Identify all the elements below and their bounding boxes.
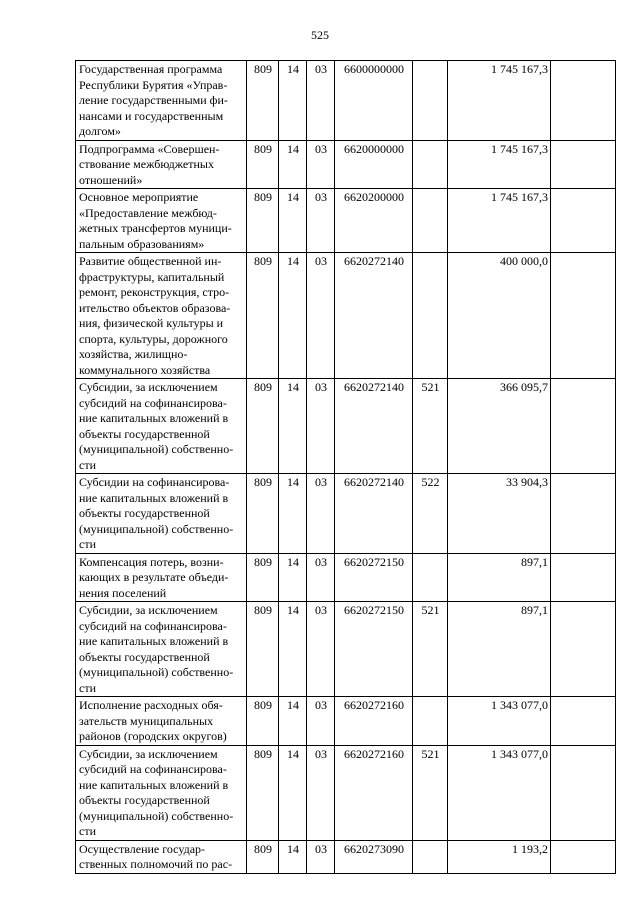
table-row [76,745,616,840]
grbs-cell: 809 [247,61,279,141]
empty-cell [551,140,616,189]
empty-cell [551,840,616,873]
target-article-cell: 6620272140 [335,253,413,379]
grbs-cell: 809 [247,553,279,602]
empty-cell [551,189,616,253]
table-row [76,553,616,602]
item-name-cell [76,602,247,697]
empty-cell [551,474,616,554]
amount-cell: 400 000,0 [448,253,551,379]
item-name-cell [76,840,247,873]
item-name-line: спорта, культуры, дорожного [79,331,228,346]
expense-type-cell [413,253,448,379]
item-name-line: Компенсация потерь, возни- [79,554,224,569]
item-name-cell [76,697,247,746]
expense-type-cell [413,697,448,746]
grbs-cell: 809 [247,140,279,189]
grbs-cell: 809 [247,379,279,474]
target-article-cell: 6620273090 [335,840,413,873]
item-name-line: нансами и государственным [79,108,224,123]
subsection-cell: 03 [307,140,335,189]
amount-cell: 1 745 167,3 [448,189,551,253]
section-cell: 14 [279,602,307,697]
item-name-line: Государственная программа [79,62,223,76]
item-name-cell [76,745,247,840]
section-cell: 14 [279,61,307,141]
item-name-line: объекты государственной [79,506,210,520]
page-number: 525 [311,28,329,42]
item-name-line: ние капитальных вложений в [79,777,229,792]
subsection-cell: 03 [307,253,335,379]
budget-table [75,60,616,874]
section-cell: 14 [279,140,307,189]
table-row [76,379,616,474]
item-name-line: объекты государственной [79,649,210,664]
table-row [76,61,616,141]
table-row [76,189,616,253]
item-name-line: Субсидии, за исключением [79,746,218,761]
item-name-line: ния, физической культуры и [79,316,224,330]
grbs-cell: 809 [247,697,279,746]
subsection-cell: 03 [307,61,335,141]
empty-cell [551,61,616,141]
table-row [76,840,616,873]
item-name-line: «Предоставление межбюд- [79,205,217,220]
item-name-cell [76,140,247,189]
target-article-cell: 6620272140 [335,379,413,474]
item-name-line: сти [79,457,96,472]
table-row [76,697,616,746]
item-name-line: Субсидии, за исключением [79,603,218,617]
expense-type-cell [413,840,448,873]
item-name-line: Развитие общественной ин- [79,254,222,268]
item-name-cell [76,474,247,554]
item-name-line: Основное мероприятие [79,190,199,204]
table-row [76,602,616,697]
item-name-line: хозяйства, жилищно- [79,347,188,361]
budget-table-body [76,61,616,874]
grbs-cell: 809 [247,840,279,873]
item-name-line: коммунального хозяйства [79,362,211,377]
target-article-cell: 6620272160 [335,745,413,840]
item-name-line: (муниципальной) собственно- [79,808,234,823]
empty-cell [551,553,616,602]
table-row [76,253,616,379]
subsection-cell: 03 [307,697,335,746]
item-name-cell [76,379,247,474]
item-name-line: ительство объектов образова- [79,300,231,315]
item-name-line: долгом» [79,124,121,138]
grbs-cell: 809 [247,189,279,253]
subsection-cell: 03 [307,553,335,602]
item-name-line: отношений» [79,172,143,187]
expense-type-cell: 521 [413,379,448,474]
item-name-line: ние капитальных вложений в [79,411,229,425]
item-name-line: ние капитальных вложений в [79,490,229,505]
section-cell: 14 [279,474,307,554]
item-name-line: фраструктуры, капитальный [79,269,225,284]
item-name-line: кающих в результате объеди- [79,570,229,584]
section-cell: 14 [279,379,307,474]
item-name-cell [76,253,247,379]
target-article-cell: 6620272150 [335,553,413,602]
expense-type-cell: 521 [413,602,448,697]
amount-cell: 1 193,2 [448,840,551,873]
item-name-line: пальным образованиям» [79,236,205,251]
item-name-line: сти [79,824,96,838]
subsection-cell: 03 [307,745,335,840]
item-name-line: (муниципальной) собственно- [79,521,234,536]
empty-cell [551,745,616,840]
amount-cell: 1 343 077,0 [448,697,551,746]
empty-cell [551,697,616,746]
item-name-line: Субсидии, за исключением [79,380,218,394]
item-name-line: ремонт, реконструкция, стро- [79,285,230,299]
item-name-line: субсидий на софинансирова- [79,762,227,776]
empty-cell [551,253,616,379]
grbs-cell: 809 [247,474,279,554]
target-article-cell: 6620200000 [335,189,413,253]
target-article-cell: 6620000000 [335,140,413,189]
target-article-cell: 6620272140 [335,474,413,554]
target-article-cell: 6620272150 [335,602,413,697]
grbs-cell: 809 [247,602,279,697]
empty-cell [551,602,616,697]
expense-type-cell [413,61,448,141]
table-row [76,474,616,554]
expense-type-cell: 521 [413,745,448,840]
amount-cell: 33 904,3 [448,474,551,554]
grbs-cell: 809 [247,253,279,379]
subsection-cell: 03 [307,840,335,873]
item-name-cell [76,189,247,253]
target-article-cell: 6620272160 [335,697,413,746]
item-name-line: сти [79,680,96,695]
section-cell: 14 [279,253,307,379]
subsection-cell: 03 [307,379,335,474]
item-name-line: объекты государственной [79,793,210,807]
item-name-line: сти [79,537,96,551]
item-name-line: жетных трансфертов муници- [79,221,232,235]
expense-type-cell [413,189,448,253]
empty-cell [551,379,616,474]
subsection-cell: 03 [307,602,335,697]
expense-type-cell [413,553,448,602]
item-name-cell [76,553,247,602]
subsection-cell: 03 [307,474,335,554]
expense-type-cell: 522 [413,474,448,554]
section-cell: 14 [279,189,307,253]
item-name-line: субсидий на софинансирова- [79,618,227,633]
item-name-line: (муниципальной) собственно- [79,665,234,679]
amount-cell: 1 745 167,3 [448,61,551,141]
grbs-cell: 809 [247,745,279,840]
item-name-line: объекты государственной [79,426,210,441]
item-name-line: Осуществление государ- [79,841,206,856]
expense-type-cell [413,140,448,189]
amount-cell: 1 343 077,0 [448,745,551,840]
section-cell: 14 [279,553,307,602]
item-name-line: ствование межбюджетных [79,157,214,171]
amount-cell: 366 095,7 [448,379,551,474]
subsection-cell: 03 [307,189,335,253]
item-name-line: районов (городских округов) [79,729,227,743]
item-name-line: Исполнение расходных обя- [79,698,223,712]
table-row [76,140,616,189]
item-name-cell [76,61,247,141]
item-name-line: Подпрограмма «Совершен- [79,141,220,156]
amount-cell: 897,1 [448,553,551,602]
target-article-cell: 6600000000 [335,61,413,141]
item-name-line: ление государственными фи- [79,93,228,107]
section-cell: 14 [279,840,307,873]
item-name-line: нения поселений [79,585,167,600]
item-name-line: зательств муниципальных [79,713,214,728]
item-name-line: Субсидии на софинансирова- [79,475,230,489]
item-name-line: ние капитальных вложений в [79,634,229,648]
amount-cell: 897,1 [448,602,551,697]
item-name-line: субсидий на софинансирова- [79,395,227,410]
amount-cell: 1 745 167,3 [448,140,551,189]
item-name-line: (муниципальной) собственно- [79,442,234,456]
item-name-line: Республики Бурятия «Управ- [79,77,228,92]
item-name-line: ственных полномочий по рас- [79,857,233,871]
section-cell: 14 [279,697,307,746]
section-cell: 14 [279,745,307,840]
